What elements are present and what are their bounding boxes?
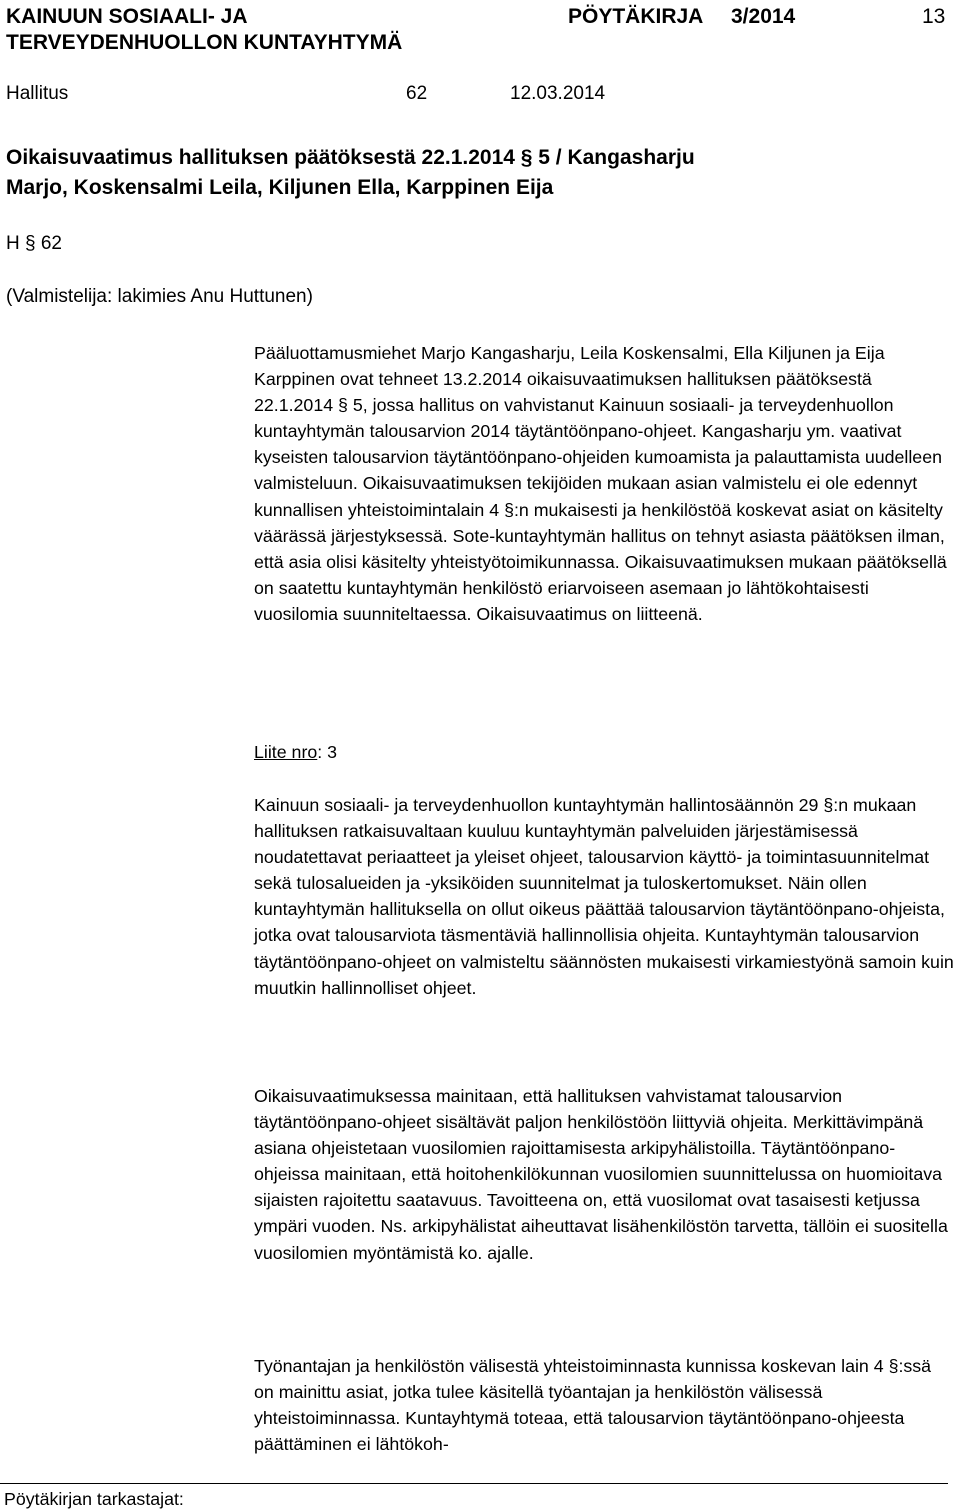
document-type: PÖYTÄKIRJA xyxy=(568,5,704,28)
minutes-reviewers-label: Pöytäkirjan tarkastajat: xyxy=(4,1489,184,1509)
paragraph-text: Kainuun sosiaali- ja terveydenhuollon kuntayhtymän hallintosäännön 29 §:n mukaan hallituksen ratkaisuvaltaan kuuluu kuntayhtymän palveluiden järjestämisessä noudatettavat periaatteet ja yleiset ohjeet, talousarvion käyttö- ja toimintasuunnitelmat sekä tulosalueiden ja -yksiköiden suunnitelmat ja tuloskertomukset. Näin ollen kuntayhtymän hallituksella on ollut oikeus päättää talousarvion täytäntöönpano-ohjeista, jotka ovat talousarviota täsmentäviä hallinnollisia ohjeita. Kuntayhtymän talousarvion täytäntöönpano-ohjeet on valmisteltu säännösten mukaisesti virkamiestyönä samoin kuin muutkin hallinnolliset ohjeet. xyxy=(254,795,954,998)
meeting-date: 12.03.2014 xyxy=(510,83,606,104)
attachment-reference xyxy=(254,739,337,765)
meeting-body: Hallitus xyxy=(6,83,69,104)
preparer-note: (Valmistelija: lakimies Anu Huttunen) xyxy=(6,286,313,307)
paragraph xyxy=(254,1083,954,1266)
paragraph xyxy=(254,340,954,627)
meeting-section: 62 xyxy=(406,83,428,104)
paragraph-text: Työnantajan ja henkilöstön välisestä yhteistoiminnasta kunnissa koskevan lain 4 §:ssä on mainittu asiat, jotka tulee käsitellä työantajan ja henkilöstön välisessä yhteistoiminnassa. Kuntayhtymä toteaa, että talousarvion täytäntöönpano-ohjeesta päättäminen ei lähtökoh- xyxy=(254,1356,932,1455)
item-reference: H § 62 xyxy=(6,233,62,254)
footer-divider xyxy=(0,1483,948,1484)
paragraph xyxy=(254,1353,954,1457)
attachment-label: Liite nro xyxy=(254,742,318,762)
attachment-number: 3 xyxy=(327,742,338,762)
document-number: 3/2014 xyxy=(731,5,796,28)
attachment-separator: : xyxy=(317,742,323,762)
item-title-line1: Oikaisuvaatimus hallituksen päätöksestä 22.1.2014 § 5 / Kangasharju xyxy=(6,146,695,169)
paragraph-text: Pääluottamusmiehet Marjo Kangasharju, Leila Koskensalmi, Ella Kiljunen ja Eija Karppinen ovat tehneet 13.2.2014 oikaisuvaatimuksen hallituksen päätöksestä 22.1.2014 § 5, jossa hallitus on vahvistanut Kainuun sosiaali- ja terveydenhuollon kuntayhtymän talousarvion 2014 täytäntöönpano-ohjeet. Kangasharju ym. vaativat kyseisten talousarvion täytäntöönpano-ohjeiden kumoamista ja palauttamista uudelleen valmisteluun. Oikaisuvaatimuksen tekijöiden mukaan asian valmistelu ei ole edennyt kunnallisen yhteistoimintalain 4 §:n mukaisesti ja henkilöstöä koskevat asiat on käsitelty väärässä järjestyksessä. Sote-kuntayhtymän hallitus on tehnyt asiasta päätöksen ilman, että asia olisi käsitelty yhteistyötoimikunnassa. Oikaisuvaatimuksen mukaan päätöksellä on saatettu kuntayhtymän henkilöstö eriarvoiseen asemaan jo lähtökohtaisesti vuosilomia suunniteltaessa. Oikaisuvaatimus on liitteenä. xyxy=(254,343,947,624)
page-number: 13 xyxy=(922,5,946,28)
organization-name xyxy=(6,4,402,56)
item-title-line2: Marjo, Koskensalmi Leila, Kiljunen Ella, Karppinen Eija xyxy=(6,176,554,199)
item-title xyxy=(6,143,946,203)
organization-name-line2: TERVEYDENHUOLLON KUNTAYHTYMÄ xyxy=(6,31,403,54)
paragraph xyxy=(254,792,954,1001)
organization-name-line1: KAINUUN SOSIAALI- JA xyxy=(6,5,248,28)
paragraph-text: Oikaisuvaatimuksessa mainitaan, että hallituksen vahvistamat talousarvion täytäntöönpano-ohjeet sisältävät paljon henkilöstöön liittyviä ohjeita. Merkittävimpänä asiana ohjeistetaan vuosilomien rajoittamisesta arkipyhälistoilla. Täytäntöönpano-ohjeissa mainitaan, että hoitohenkilökunnan vuosilomien suunnittelussa on huomioitava sijaisten rajoitettu saatavuus. Tavoitteena on, että vuosilomat ovat tasaisesti ketjussa ympäri vuoden. Ns. arkipyhälistat aiheuttavat lisähenkilöstön tarvetta, tällöin ei suositella vuosilomien myöntämistä ko. ajalle. xyxy=(254,1086,948,1263)
